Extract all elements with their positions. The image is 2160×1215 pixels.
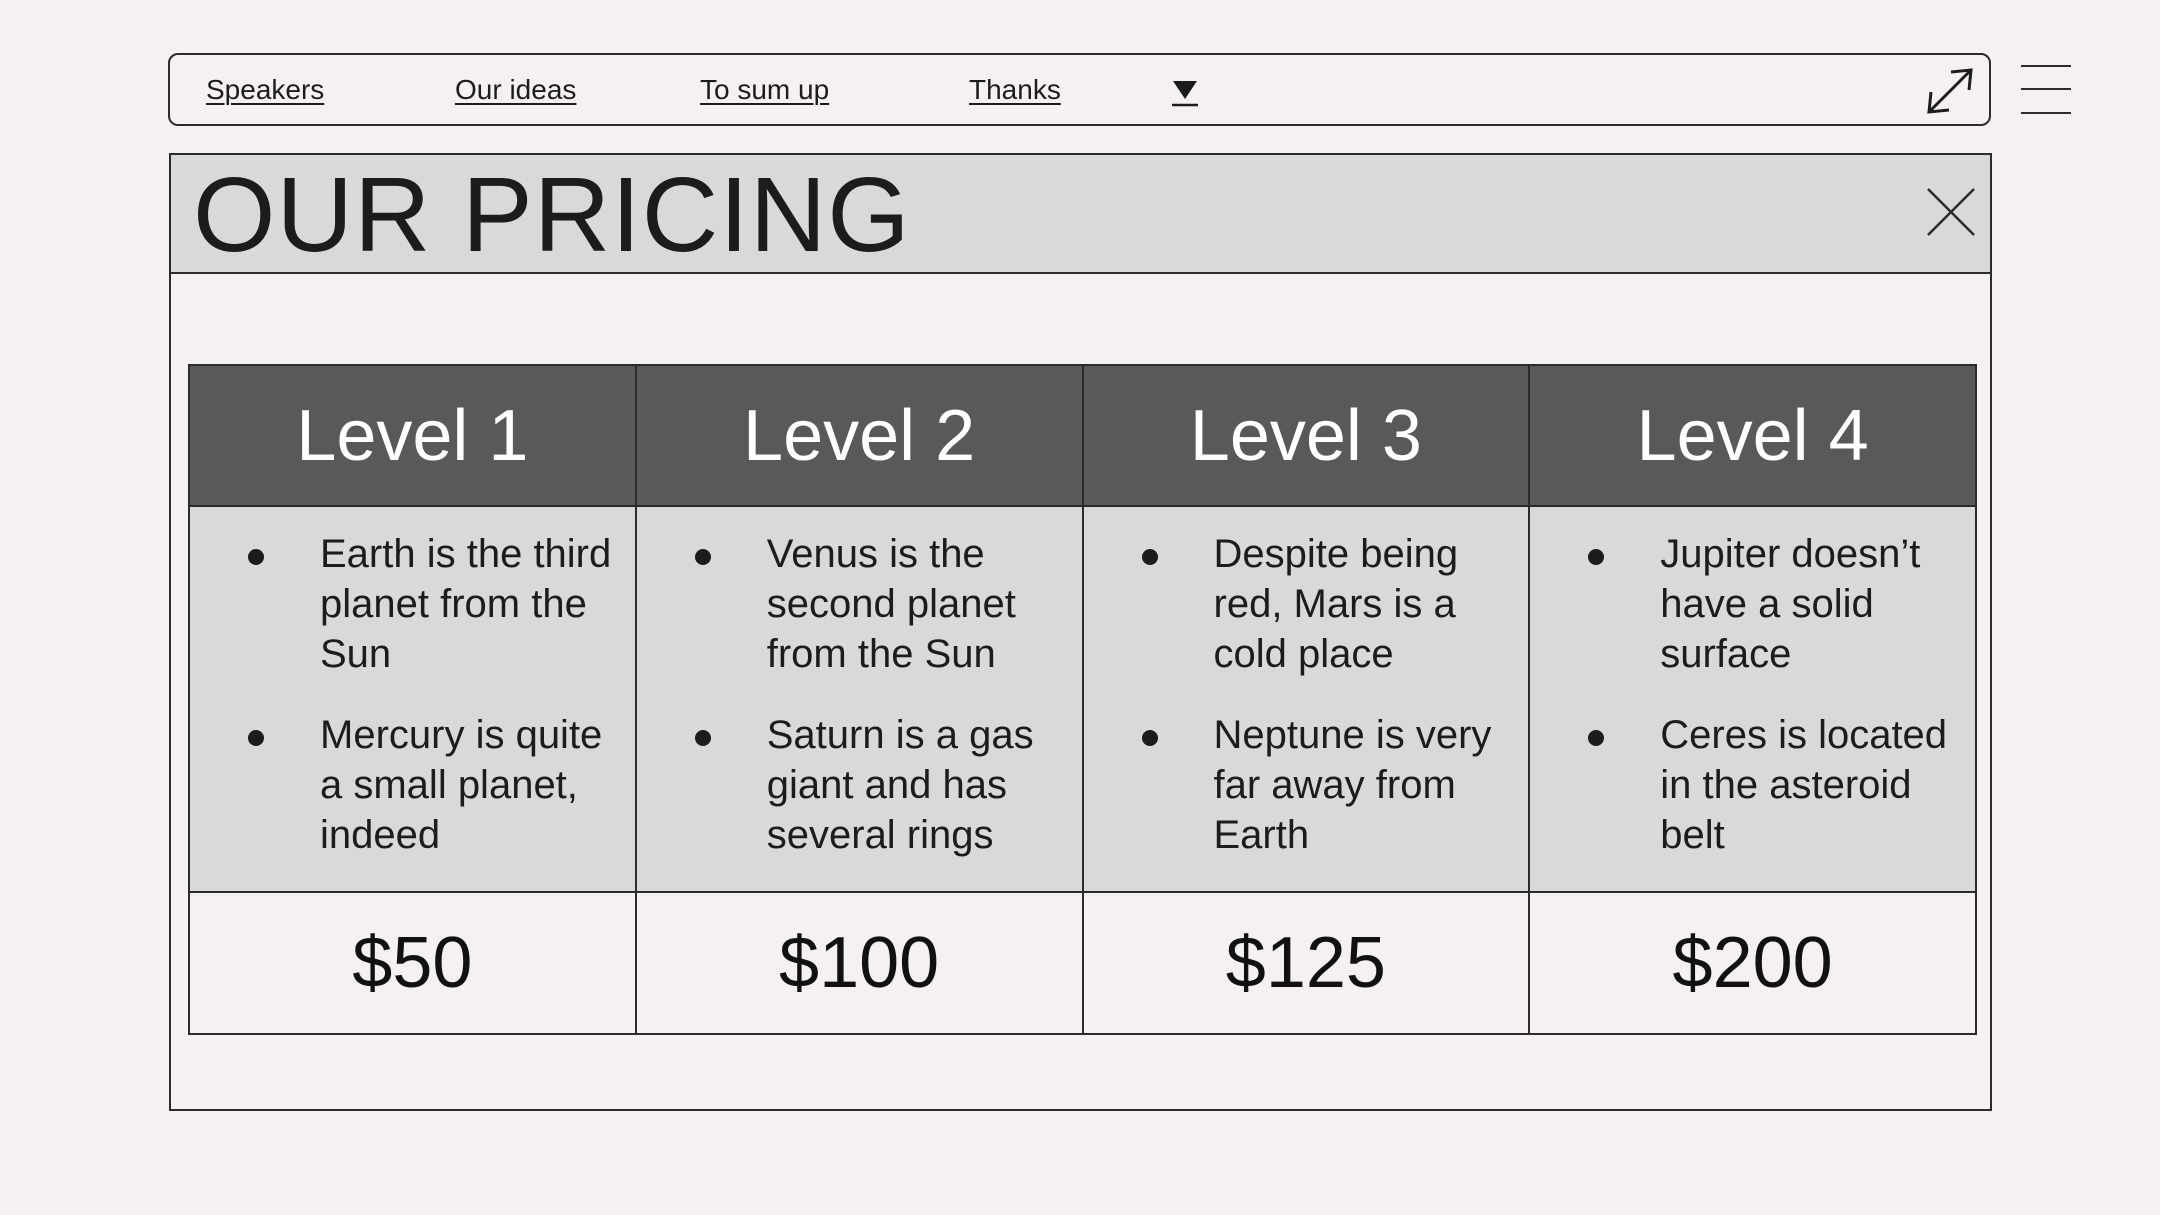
page-title: OUR PRICING (193, 156, 911, 274)
feature-item: Earth is the third planet from the Sun (190, 529, 615, 679)
feature-item: Venus is the second planet from the Sun (637, 529, 1062, 679)
nav-link-to-sum-up[interactable]: To sum up (700, 74, 830, 105)
level-1-features (189, 506, 636, 892)
feature-item: Jupiter doesn’t have a solid surface (1530, 529, 1955, 679)
feature-item: Despite being red, Mars is a cold place (1084, 529, 1509, 679)
feature-item: Saturn is a gas giant and has several rings (637, 710, 1062, 860)
feature-item: Mercury is quite a small planet, indeed (190, 710, 615, 860)
close-x-icon[interactable] (1924, 185, 1978, 239)
hamburger-menu-icon[interactable] (2019, 64, 2073, 116)
features-row (189, 506, 1976, 892)
diagonal-expand-arrows-icon[interactable] (1923, 64, 1977, 118)
level-4-price: $200 (1529, 892, 1976, 1034)
nav-link-our-ideas[interactable]: Our ideas (455, 74, 577, 105)
pricing-window (169, 153, 1992, 1111)
window-title-bar (171, 155, 1990, 274)
triangle-down-icon[interactable] (1170, 77, 1200, 107)
feature-item: Neptune is very far away from Earth (1084, 710, 1509, 860)
level-2-price: $100 (636, 892, 1083, 1034)
feature-list (1530, 507, 1975, 860)
level-3-header: Level 3 (1083, 365, 1530, 506)
level-1-header: Level 1 (189, 365, 636, 506)
level-1-price: $50 (189, 892, 636, 1034)
level-4-features (1529, 506, 1976, 892)
nav-link-speakers[interactable]: Speakers (206, 74, 325, 105)
level-4-header: Level 4 (1529, 365, 1976, 506)
level-header-row (189, 365, 1976, 506)
feature-list (190, 507, 635, 860)
pricing-table (188, 364, 1977, 1035)
nav-link-thanks[interactable]: Thanks (969, 74, 1061, 105)
level-3-price: $125 (1083, 892, 1530, 1034)
feature-list (637, 507, 1082, 860)
top-nav-bar (168, 53, 1991, 126)
level-2-features (636, 506, 1083, 892)
level-3-features (1083, 506, 1530, 892)
feature-item: Ceres is located in the asteroid belt (1530, 710, 1955, 860)
feature-list (1084, 507, 1529, 860)
level-2-header: Level 2 (636, 365, 1083, 506)
price-row (189, 892, 1976, 1034)
